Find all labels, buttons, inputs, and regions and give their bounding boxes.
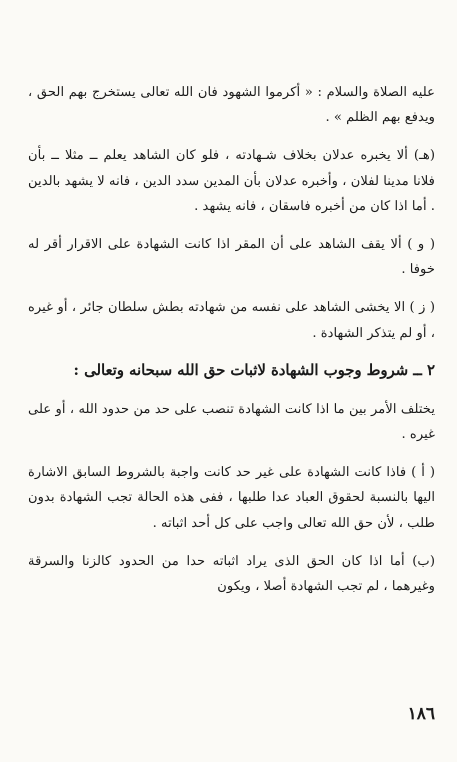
- paragraph-condition-he: (هـ) ألا يخبره عدلان بخلاف شـهادته ، فلو كان الشاهد يعلم ــ مثلا ــ بأن فلانا مدينا لفلان ، وأخبره عدلان بأن المدين سدد الدين ، فانه لا يشهد بالدين . أما اذا كان من أخبره فاسقان ، فانه يشهد .: [28, 148, 435, 214]
- paragraph-honor-witnesses: عليه الصلاة والسلام : « أكرموا الشهود فان الله تعالى يستخرج بهم الحق ، ويدفع بهم الظلم » .: [28, 85, 435, 126]
- paragraph-ba: (ب) أما اذا كان الحق الذى يراد اثباته حدا من الحدود كالزنا والسرقة وغيرهما ، لم تجب الشهادة أصلا ، ويكون: [28, 553, 435, 595]
- page-number: ١٨٦: [407, 704, 435, 724]
- body-text: [28, 80, 435, 612]
- paragraph-condition-zay: ( ز ) الا يخشى الشاهد على نفسه من شهادته بطش سلطان جائر ، أو غيره ، أو لم يتذكر الشهادة .: [28, 300, 435, 341]
- paragraph-condition-waw: ( و ) ألا يقف الشاهد على أن المقر اذا كانت الشهادة على الاقرار أقر له خوفا .: [28, 237, 435, 278]
- paragraph-alif: ( أ ) فاذا كانت الشهادة على غير حد كانت واجبة بالشروط السابق الاشارة اليها بالنسبة لحقوق العباد عدا طلبها ، ففى هذه الحالة تجب الشهادة بدون طلب ، لأن حق الله تعالى واجب على كل أحد اثباته .: [28, 465, 435, 531]
- section-heading: ٢ ــ شروط وجوب الشهادة لاثبات حق الله سبحانه وتعالى :: [73, 361, 435, 379]
- paragraph-intro: يختلف الأمر بين ما اذا كانت الشهادة تنصب على حد من حدود الله ، أو على غيره .: [28, 401, 435, 443]
